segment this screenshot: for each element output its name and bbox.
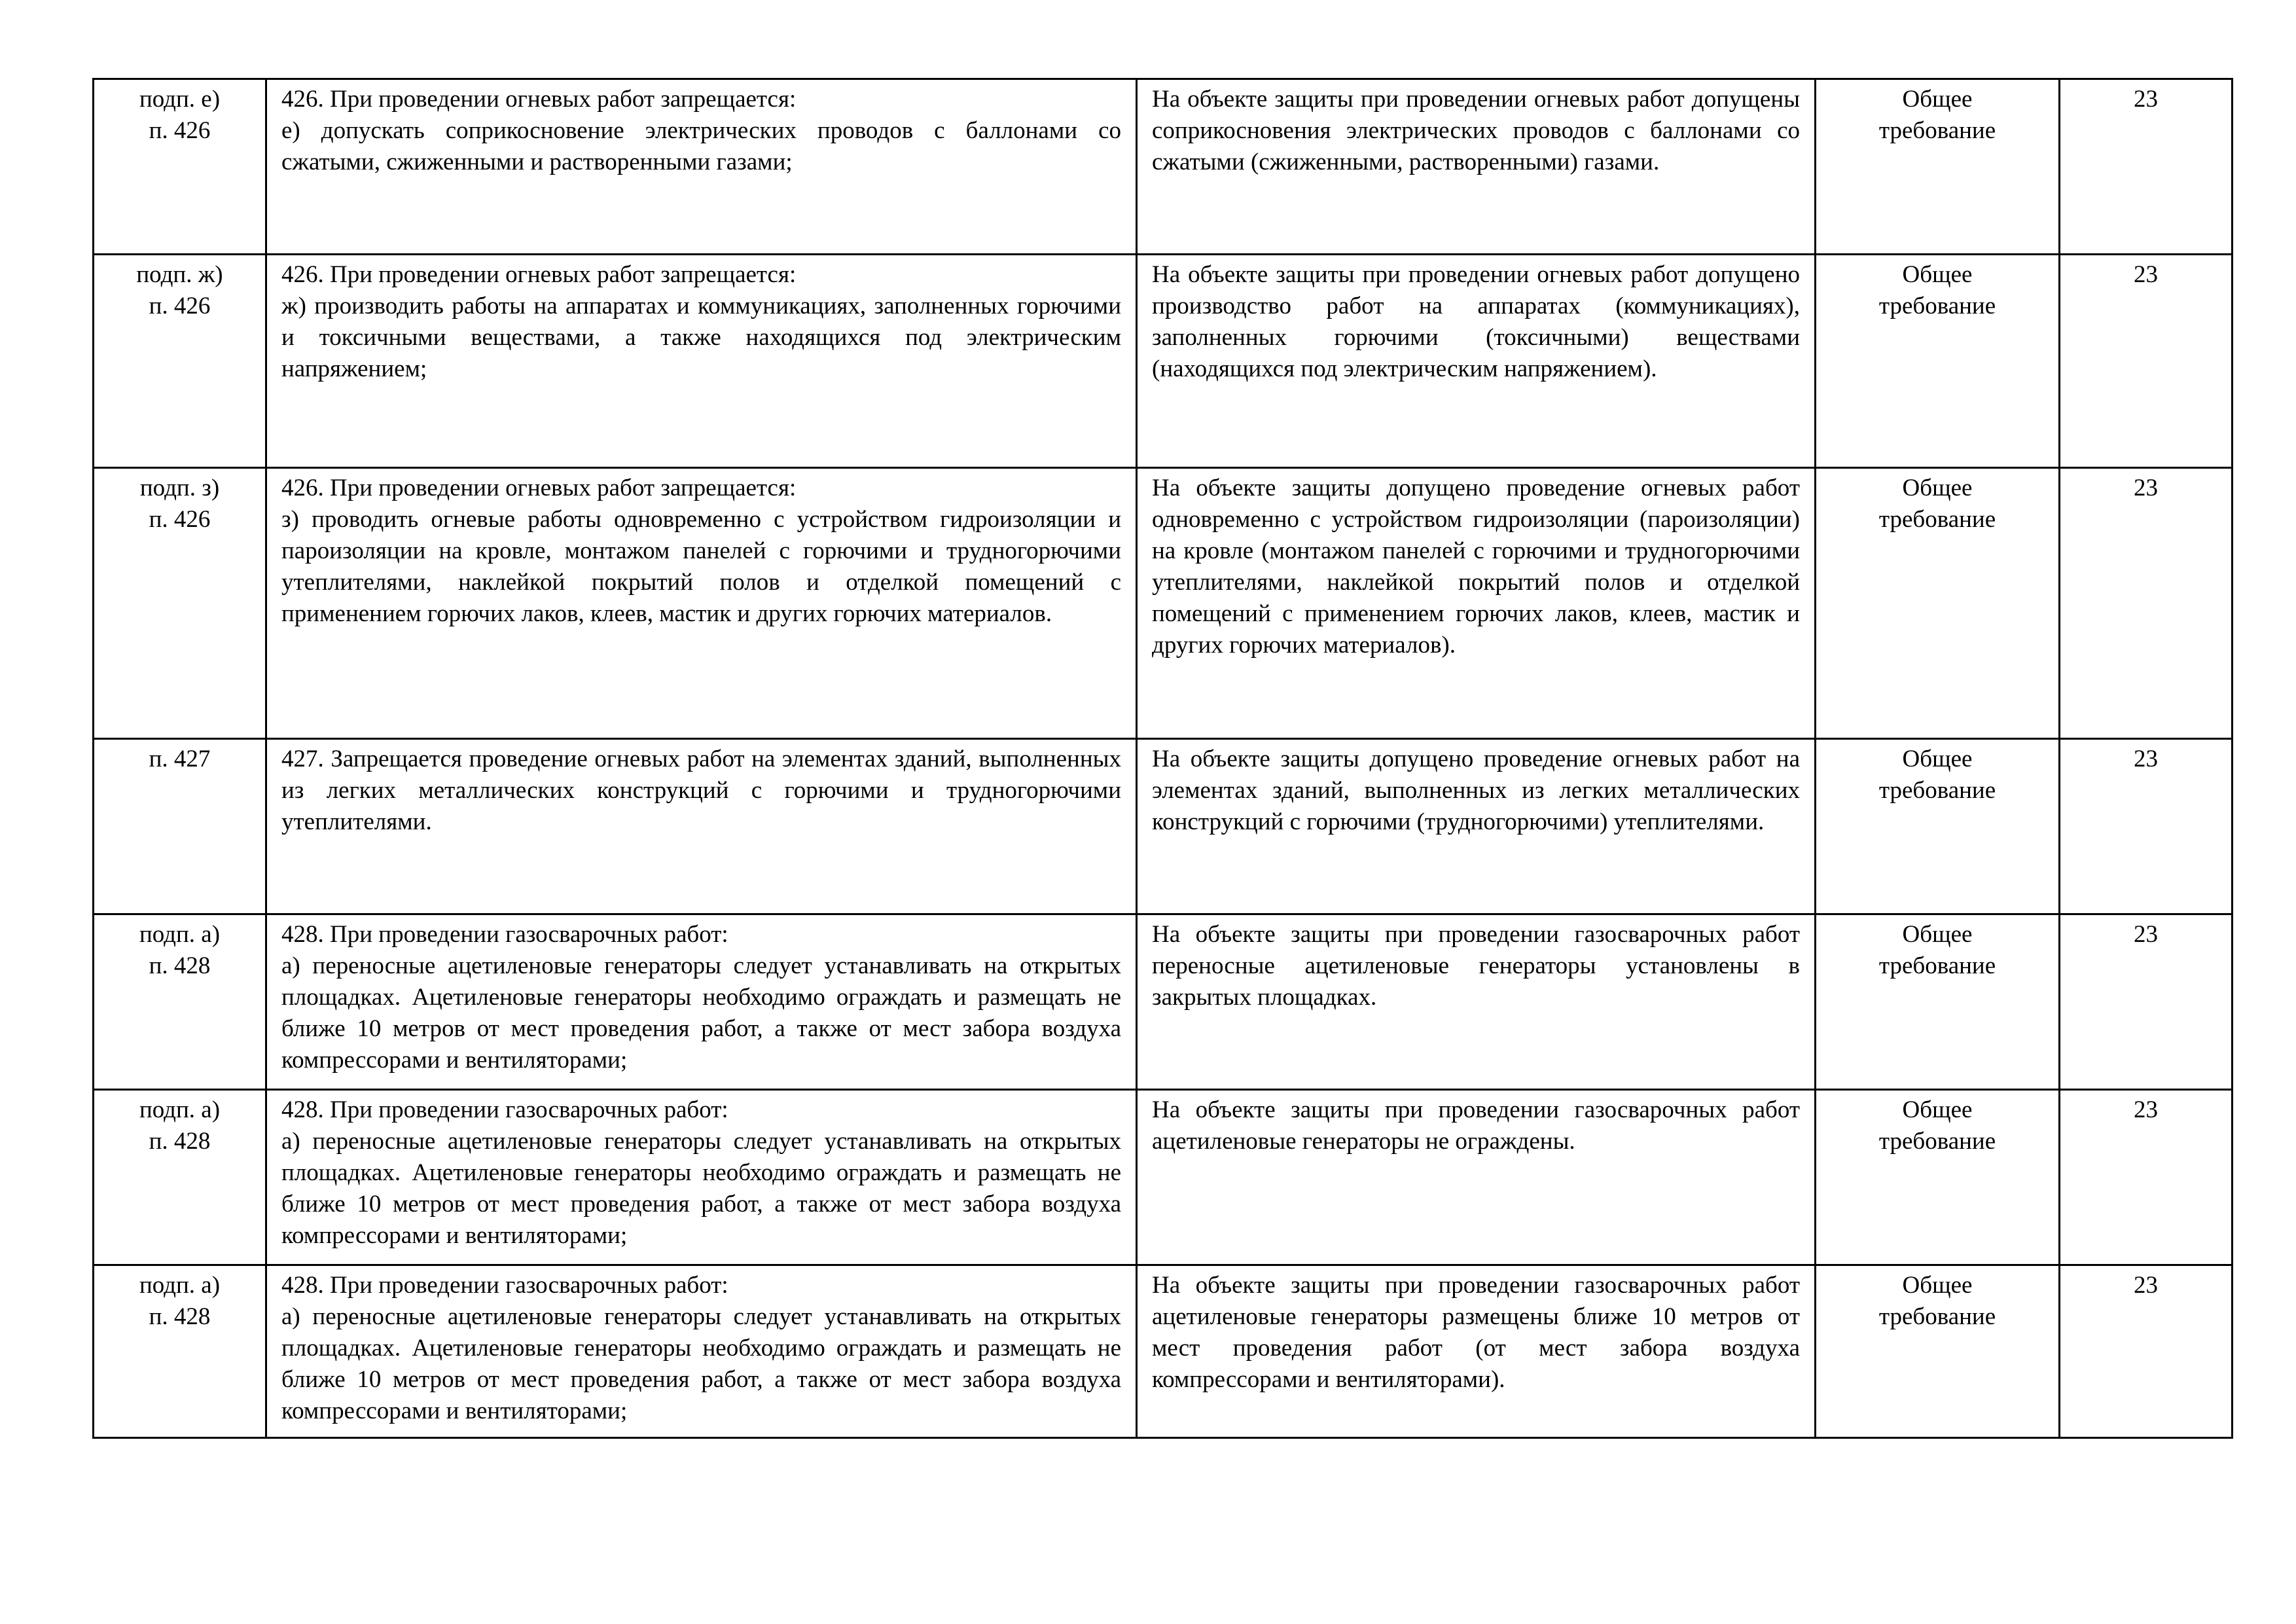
clause-ref-cell xyxy=(94,255,266,468)
requirement-type-line-2: требование xyxy=(1878,1128,1996,1155)
requirement-type-line-1: Общее xyxy=(1902,1272,1973,1299)
requirement-type-line-1: Общее xyxy=(1902,475,1973,501)
article-number: 23 xyxy=(2134,1272,2158,1299)
requirement-type-line-2: требование xyxy=(1878,506,1996,533)
article-number-cell xyxy=(2060,914,2233,1090)
requirement-text-cell xyxy=(266,914,1137,1090)
requirements-table-body xyxy=(94,79,2233,1438)
requirement-body: а) переносные ацетиленовые генераторы следует устанавливать на открытых площадках. Ацетиленовые генераторы необходимо ограждать и размещать не ближе 10 метров от мест проведения работ, а также от мест забора воздуха компрессорами и вентиляторами; xyxy=(281,1303,1121,1424)
violation-cell xyxy=(1137,1265,1816,1438)
table-row xyxy=(94,79,2233,255)
clause-point: п. 426 xyxy=(149,506,211,533)
clause-subpoint: подп. е) xyxy=(139,86,221,113)
violation-cell xyxy=(1137,1090,1816,1265)
requirement-type-cell xyxy=(1816,468,2060,739)
article-number: 23 xyxy=(2134,921,2158,948)
clause-ref-cell xyxy=(94,739,266,914)
requirement-type-cell xyxy=(1816,79,2060,255)
requirement-text-cell xyxy=(266,739,1137,914)
requirement-body: а) переносные ацетиленовые генераторы следует устанавливать на открытых площадках. Ацетиленовые генераторы необходимо ограждать и размещать не ближе 10 метров от мест проведения работ, а также от мест забора воздуха компрессорами и вентиляторами; xyxy=(281,1128,1121,1249)
table-row xyxy=(94,739,2233,914)
requirement-title: 426. При проведении огневых работ запрещается: xyxy=(281,475,797,501)
article-number-cell xyxy=(2060,468,2233,739)
violation-cell xyxy=(1137,914,1816,1090)
article-number-cell xyxy=(2060,255,2233,468)
requirement-text-cell xyxy=(266,1090,1137,1265)
requirement-text-cell xyxy=(266,79,1137,255)
requirement-body: з) проводить огневые работы одновременно с устройством гидроизоляции и пароизоляции на кровле, монтажом панелей с горючими и трудногорючими утеплителями, наклейкой покрытий полов и отделкой помещений с применением горючих лаков, клеев, мастик и других горючих материалов. xyxy=(281,506,1121,627)
requirement-type-cell xyxy=(1816,914,2060,1090)
requirement-type-line-1: Общее xyxy=(1902,746,1973,772)
requirement-body: а) переносные ацетиленовые генераторы следует устанавливать на открытых площадках. Ацетиленовые генераторы необходимо ограждать и размещать не ближе 10 метров от мест проведения работ, а также от мест забора воздуха компрессорами и вентиляторами; xyxy=(281,952,1121,1074)
requirement-title: 428. При проведении газосварочных работ: xyxy=(281,921,728,948)
requirement-body: ж) производить работы на аппаратах и коммуникациях, заполненных горючими и токсичными веществами, а также находящихся под электрическим напряжением; xyxy=(281,293,1121,382)
requirement-type-line-2: требование xyxy=(1878,777,1996,804)
article-number-cell xyxy=(2060,1265,2233,1438)
violation-text: На объекте защиты при проведении огневых работ допущено производство работ на аппаратах (коммуникациях), заполненных горючими (токсичными) веществами (находящихся под электрическим напряжением). xyxy=(1152,261,1800,382)
table-row xyxy=(94,468,2233,739)
clause-subpoint: подп. а) xyxy=(139,1096,221,1123)
requirement-body: 427. Запрещается проведение огневых работ на элементах зданий, выполненных из легких металлических конструкций с горючими и трудногорючими утеплителями. xyxy=(281,746,1121,835)
table-row xyxy=(94,1265,2233,1438)
requirement-type-line-1: Общее xyxy=(1902,86,1973,113)
requirement-body: е) допускать соприкосновение электрических проводов с баллонами со сжатыми, сжиженными и растворенными газами; xyxy=(281,117,1121,175)
requirement-type-line-2: требование xyxy=(1878,952,1996,979)
requirement-title: 426. При проведении огневых работ запрещается: xyxy=(281,86,797,113)
violation-text: На объекте защиты при проведении огневых работ допущены соприкосновения электрических проводов с баллонами со сжатыми (сжиженными, растворенными) газами. xyxy=(1152,86,1800,175)
violation-text: На объекте защиты допущено проведение огневых работ одновременно с устройством гидроизоляции (пароизоляции) на кровле (монтажом панелей с горючими и трудногорючими утеплителями, наклейкой покрытий полов и отделкой помещений с применением горючих лаков, клеев, мастик и других горючих материалов). xyxy=(1152,475,1800,659)
article-number: 23 xyxy=(2134,261,2158,288)
requirement-text-cell xyxy=(266,468,1137,739)
requirement-type-cell xyxy=(1816,739,2060,914)
violation-text: На объекте защиты при проведении газосварочных работ переносные ацетиленовые генераторы установлены в закрытых площадках. xyxy=(1152,921,1800,1011)
table-row xyxy=(94,914,2233,1090)
clause-ref-cell xyxy=(94,1265,266,1438)
table-row xyxy=(94,255,2233,468)
requirement-title: 426. При проведении огневых работ запрещается: xyxy=(281,261,797,288)
violation-text: На объекте защиты допущено проведение огневых работ на элементах зданий, выполненных из легких металлических конструкций с горючими (трудногорючими) утеплителями. xyxy=(1152,746,1800,835)
violation-text: На объекте защиты при проведении газосварочных работ ацетиленовые генераторы не ограждены. xyxy=(1152,1096,1800,1155)
clause-ref-cell xyxy=(94,914,266,1090)
violation-cell xyxy=(1137,739,1816,914)
clause-point: п. 428 xyxy=(149,1303,211,1330)
article-number-cell xyxy=(2060,79,2233,255)
clause-subpoint: подп. а) xyxy=(139,921,221,948)
requirement-type-cell xyxy=(1816,1265,2060,1438)
clause-subpoint: подп. з) xyxy=(139,475,220,501)
requirement-type-line-1: Общее xyxy=(1902,1096,1973,1123)
table-row xyxy=(94,1090,2233,1265)
violation-cell xyxy=(1137,468,1816,739)
clause-subpoint: подп. а) xyxy=(139,1272,221,1299)
requirement-title: 428. При проведении газосварочных работ: xyxy=(281,1096,728,1123)
requirement-type-line-1: Общее xyxy=(1902,921,1973,948)
clause-ref-cell xyxy=(94,468,266,739)
clause-point: п. 426 xyxy=(149,117,211,144)
article-number: 23 xyxy=(2134,1096,2158,1123)
violation-text: На объекте защиты при проведении газосварочных работ ацетиленовые генераторы размещены ближе 10 метров от мест проведения работ (от мест забора воздуха компрессорами и вентиляторами). xyxy=(1152,1272,1800,1393)
article-number-cell xyxy=(2060,1090,2233,1265)
article-number: 23 xyxy=(2134,86,2158,113)
requirement-type-line-2: требование xyxy=(1878,117,1996,144)
requirement-title: 428. При проведении газосварочных работ: xyxy=(281,1272,728,1299)
requirements-table xyxy=(92,78,2233,1439)
requirement-type-cell xyxy=(1816,255,2060,468)
requirement-type-cell xyxy=(1816,1090,2060,1265)
article-number: 23 xyxy=(2134,475,2158,501)
requirement-type-line-2: требование xyxy=(1878,1303,1996,1330)
requirement-type-line-2: требование xyxy=(1878,293,1996,319)
clause-ref-cell xyxy=(94,1090,266,1265)
clause-subpoint: подп. ж) xyxy=(136,261,223,288)
clause-point: п. 428 xyxy=(149,952,211,979)
article-number-cell xyxy=(2060,739,2233,914)
clause-point: п. 427 xyxy=(149,746,211,772)
clause-point: п. 426 xyxy=(149,293,211,319)
requirement-text-cell xyxy=(266,255,1137,468)
clause-point: п. 428 xyxy=(149,1128,211,1155)
requirement-text-cell xyxy=(266,1265,1137,1438)
clause-ref-cell xyxy=(94,79,266,255)
article-number: 23 xyxy=(2134,746,2158,772)
violation-cell xyxy=(1137,79,1816,255)
violation-cell xyxy=(1137,255,1816,468)
requirement-type-line-1: Общее xyxy=(1902,261,1973,288)
